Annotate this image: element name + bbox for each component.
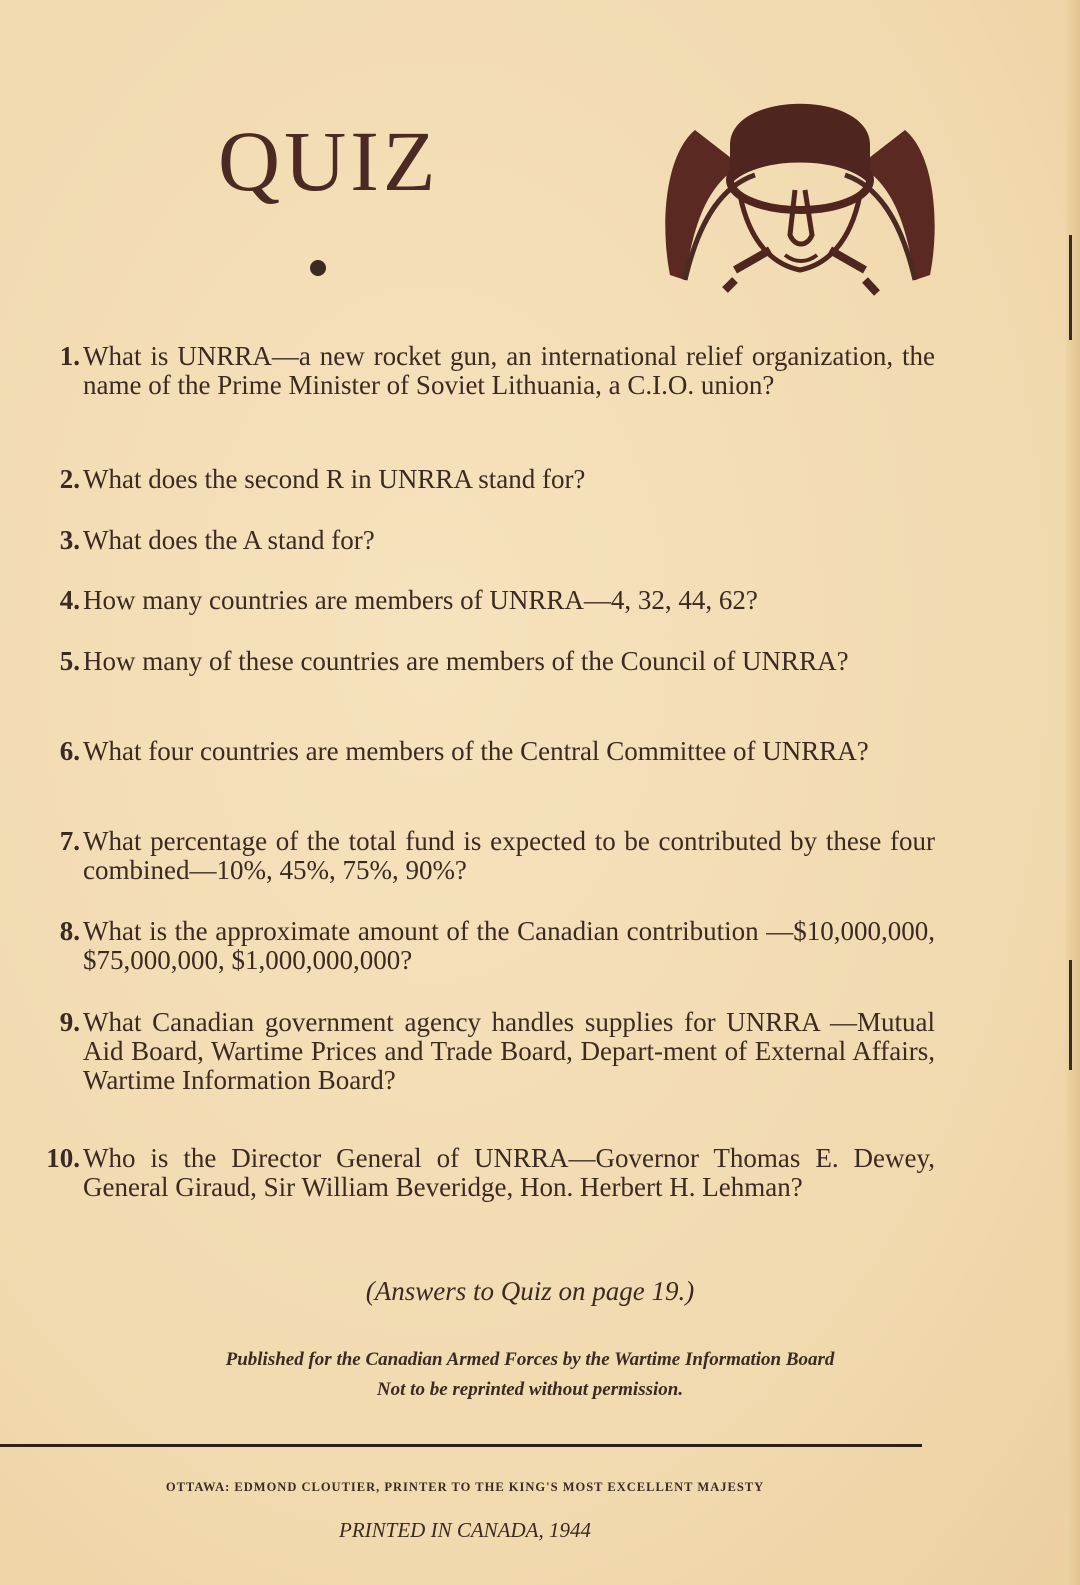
question-number: 5.: [59, 646, 80, 676]
question-number: 4.: [59, 585, 80, 615]
question-number: 2.: [59, 464, 80, 494]
question-text: What Canadian government agency handles supplies for UNRRA —Mutual Aid Board, Wartime Prices and Trade Board, Depart-ment of External Affairs, Wartime Information Board?: [83, 1007, 935, 1095]
page-title: QUIZ: [218, 113, 440, 209]
question-number: 1.: [59, 341, 80, 371]
publisher-line: Published for the Canadian Armed Forces by the Wartime Information Board: [225, 1349, 835, 1370]
question-text: What percentage of the total fund is expected to be contributed by these four combined—10%, 45%, 75%, 90%?: [83, 826, 935, 885]
edge-mark: [1069, 960, 1072, 1070]
question-text: How many of these countries are members of the Council of UNRRA?: [83, 646, 849, 676]
bullet-dot: [310, 260, 326, 276]
reprint-notice: Not to be reprinted without permission.: [376, 1379, 684, 1400]
question-number: 3.: [59, 525, 80, 555]
question-text: What does the A stand for?: [83, 525, 375, 555]
question-number: 10.: [46, 1143, 80, 1173]
question-text: What is UNRRA—a new rocket gun, an international relief organization, the name of the Prime Minister of Soviet Lithuania, a C.I.O. union?: [83, 341, 935, 400]
printer-credit: OTTAWA: EDMOND CLOUTIER, PRINTER TO THE KING'S MOST EXCELLENT MAJESTY: [165, 1480, 765, 1494]
question-number: 7.: [59, 826, 80, 856]
publisher-note: [0, 1345, 1060, 1405]
question-text: How many countries are members of UNRRA—4, 32, 44, 62?: [83, 585, 758, 615]
question-text: What four countries are members of the Central Committee of UNRRA?: [83, 736, 869, 766]
divider: [0, 1444, 922, 1447]
answers-note: (Answers to Quiz on page 19.): [365, 1276, 695, 1306]
question-text: Who is the Director General of UNRRA—Governor Thomas E. Dewey, General Giraud, Sir William Beveridge, Hon. Herbert H. Lehman?: [83, 1143, 935, 1202]
edge-mark: [1069, 235, 1072, 340]
question-number: 6.: [59, 736, 80, 766]
question-text: What does the second R in UNRRA stand for?: [83, 464, 586, 494]
printed-in: PRINTED IN CANADA, 1944: [339, 1518, 591, 1542]
question-number: 8.: [59, 916, 80, 946]
thinking-man-illustration: [655, 75, 945, 310]
question-number: 9.: [59, 1007, 80, 1037]
question-text: What is the approximate amount of the Canadian contribution —$10,000,000, $75,000,000, $1,000,000,000?: [83, 916, 935, 975]
